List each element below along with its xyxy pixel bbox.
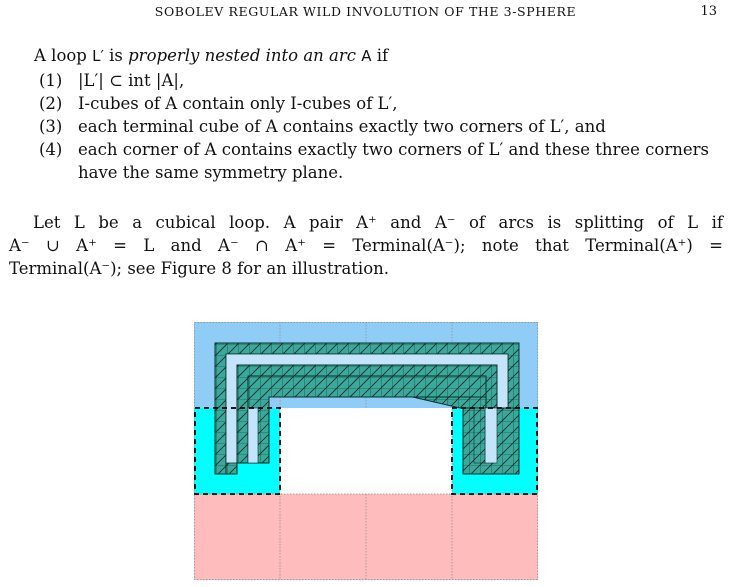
loop-symbol: L′: [92, 47, 104, 65]
condition-number: (3): [39, 117, 63, 136]
paragraph-line-3: Terminal(A⁻); see Figure 8 for an illustration.: [9, 259, 390, 278]
condition-number: (4): [39, 140, 63, 159]
definition-lead: A loop: [34, 46, 93, 65]
running-header: [0, 4, 731, 24]
definition-tail: if: [371, 46, 389, 65]
condition-number: (2): [39, 94, 63, 113]
left-leg-inner: [248, 408, 258, 463]
condition-text: I-cubes of A contain only I-cubes of L′,: [78, 94, 398, 113]
condition-item: [34, 138, 724, 184]
page-number: 13: [700, 4, 717, 19]
right-leg-inner: [485, 408, 497, 463]
arc-symbol: A: [361, 47, 372, 65]
condition-item: [34, 92, 724, 115]
white-hole: [280, 408, 452, 494]
condition-number: (1): [39, 71, 63, 90]
figure-8-illustration: [194, 322, 538, 580]
header-title: SOBOLEV REGULAR WILD INVOLUTION OF THE 3-SPHERE: [154, 4, 577, 19]
definition-mid: is: [103, 46, 129, 65]
definition-line: [34, 44, 724, 68]
condition-text: |L′| ⊂ int |A|,: [78, 71, 185, 90]
condition-item: [34, 69, 724, 92]
condition-text: each corner of A contains exactly two corners of L′ and these three corners have the same symmetry plane.: [78, 140, 709, 182]
condition-item: [34, 115, 724, 138]
condition-list: [34, 69, 724, 184]
defined-term: properly nested into an arc: [128, 46, 357, 65]
paragraph-line-1: Let L be a cubical loop. A pair A⁺ and A⁻ of arcs is splitting of L if: [33, 213, 723, 232]
paragraph-line-2: A⁻ ∪ A⁺ = L and A⁻ ∩ A⁺ = Terminal(A⁻); note that Terminal(A⁺) =: [9, 236, 723, 255]
condition-text: each terminal cube of A contains exactly two corners of L′, and: [78, 117, 606, 136]
splitting-paragraph: [9, 211, 723, 280]
right-leg-core: [474, 408, 485, 463]
